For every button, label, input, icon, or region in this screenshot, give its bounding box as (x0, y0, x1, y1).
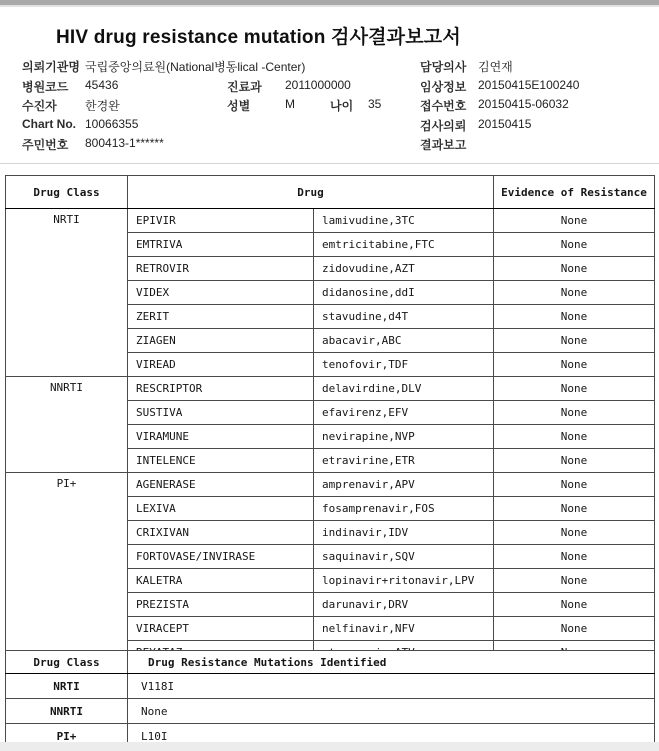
drug-generic-cell: darunavir,DRV (314, 593, 494, 617)
drug-generic-cell: amprenavir,APV (314, 473, 494, 497)
mutation-drug-class-cell: NRTI (6, 674, 128, 699)
drug-generic-cell: nelfinavir,NFV (314, 617, 494, 641)
drug-brand-cell: AGENERASE (128, 473, 314, 497)
drug-table-header-row (6, 176, 655, 209)
mutation-table-body (6, 674, 655, 749)
field-value-requesting-org: 국립중앙의료원(National병동lical -Center) (85, 60, 306, 74)
drug-generic-cell: fosamprenavir,FOS (314, 497, 494, 521)
field-value-chart-no: 10066355 (85, 117, 139, 131)
evidence-cell: None (494, 305, 655, 329)
section-divider (0, 163, 659, 164)
drug-generic-cell: emtricitabine,FTC (314, 233, 494, 257)
page-bottom-strip (0, 742, 659, 751)
drug-generic-cell: lopinavir+ritonavir,LPV (314, 569, 494, 593)
drug-class-cell: NRTI (6, 209, 128, 377)
field-label-resident-id: 주민번호 (22, 138, 69, 152)
evidence-cell: None (494, 257, 655, 281)
field-value-age: 35 (368, 97, 382, 111)
field-value-department: 2011000000 (285, 78, 351, 92)
evidence-header: Evidence of Resistance (494, 176, 655, 209)
field-value-hospital-code: 45436 (85, 78, 119, 92)
field-label-test-request-date: 검사의뢰 (420, 119, 467, 133)
mutation-drug-class-header: Drug Class (6, 651, 128, 674)
field-label-patient: 수진자 (22, 99, 57, 113)
field-value-resident-id: 800413-1****** (85, 136, 164, 150)
field-label-doctor: 담당의사 (420, 60, 467, 74)
drug-generic-cell: saquinavir,SQV (314, 545, 494, 569)
field-label-clinical-info: 임상정보 (420, 80, 467, 94)
report-title: HIV drug resistance mutation 검사결과보고서 (56, 27, 461, 48)
drug-generic-cell: didanosine,ddI (314, 281, 494, 305)
drug-brand-cell: EPIVIR (128, 209, 314, 233)
drug-generic-cell: etravirine,ETR (314, 449, 494, 473)
drug-generic-cell: indinavir,IDV (314, 521, 494, 545)
field-value-receipt-no: 20150415-06032 (478, 97, 569, 111)
field-label-chart-no: Chart No. (22, 117, 76, 131)
evidence-cell: None (494, 401, 655, 425)
drug-brand-cell: VIREAD (128, 353, 314, 377)
drug-class-cell: NNRTI (6, 377, 128, 473)
field-label-receipt-no: 접수번호 (420, 99, 467, 113)
drug-brand-cell: VIRAMUNE (128, 425, 314, 449)
drug-brand-cell: VIRACEPT (128, 617, 314, 641)
drug-brand-cell: LEXIVA (128, 497, 314, 521)
evidence-cell: None (494, 617, 655, 641)
drug-brand-cell: SUSTIVA (128, 401, 314, 425)
evidence-cell: None (494, 449, 655, 473)
field-value-doctor: 김연재 (478, 60, 513, 74)
drug-generic-cell: nevirapine,NVP (314, 425, 494, 449)
mutations-identified-header: Drug Resistance Mutations Identified (128, 651, 655, 674)
field-label-result-report-date: 결과보고 (420, 138, 467, 152)
evidence-cell: None (494, 497, 655, 521)
field-label-age: 나이 (330, 99, 354, 113)
drug-generic-cell: tenofovir,TDF (314, 353, 494, 377)
evidence-cell: None (494, 473, 655, 497)
mutation-drug-class-cell: NNRTI (6, 699, 128, 724)
mutation-row (6, 674, 655, 699)
drug-row (6, 473, 655, 497)
evidence-cell: None (494, 233, 655, 257)
evidence-cell: None (494, 425, 655, 449)
window-edge-bar (0, 0, 659, 7)
evidence-cell: None (494, 569, 655, 593)
drug-brand-cell: CRIXIVAN (128, 521, 314, 545)
field-label-hospital-code: 병원코드 (22, 80, 69, 94)
mutation-row (6, 699, 655, 724)
field-value-sex: M (285, 97, 295, 111)
drug-generic-cell: zidovudine,AZT (314, 257, 494, 281)
mutation-value-cell: L10I (128, 724, 655, 749)
drug-generic-cell: stavudine,d4T (314, 305, 494, 329)
field-label-department: 진료과 (227, 80, 262, 94)
evidence-cell: None (494, 545, 655, 569)
field-label-requesting-org: 의뢰기관명 (22, 60, 80, 74)
drug-brand-cell: INTELENCE (128, 449, 314, 473)
drug-brand-cell: VIDEX (128, 281, 314, 305)
drug-row (6, 377, 655, 401)
drug-resistance-table (5, 175, 655, 689)
drug-generic-cell: efavirenz,EFV (314, 401, 494, 425)
drug-brand-cell: RETROVIR (128, 257, 314, 281)
evidence-cell: None (494, 377, 655, 401)
drug-generic-cell: lamivudine,3TC (314, 209, 494, 233)
mutation-drug-class-cell: PI+ (6, 724, 128, 749)
drug-generic-cell: abacavir,ABC (314, 329, 494, 353)
drug-brand-cell: EMTRIVA (128, 233, 314, 257)
mutation-table (5, 650, 655, 749)
drug-table-body (6, 209, 655, 689)
drug-brand-cell: ZERIT (128, 305, 314, 329)
drug-brand-cell: KALETRA (128, 569, 314, 593)
field-label-sex: 성별 (227, 99, 251, 113)
evidence-cell: None (494, 281, 655, 305)
mutation-value-cell: None (128, 699, 655, 724)
evidence-cell: None (494, 521, 655, 545)
drug-brand-cell: FORTOVASE/INVIRASE (128, 545, 314, 569)
drug-generic-cell: delavirdine,DLV (314, 377, 494, 401)
drug-row (6, 209, 655, 233)
drug-brand-cell: ZIAGEN (128, 329, 314, 353)
drug-class-cell: PI+ (6, 473, 128, 689)
field-value-patient: 한경완 (85, 99, 120, 113)
field-value-test-request-date: 20150415 (478, 117, 532, 131)
drug-class-header: Drug Class (6, 176, 128, 209)
mutation-value-cell: V118I (128, 674, 655, 699)
evidence-cell: None (494, 353, 655, 377)
field-value-clinical-info: 20150415E100240 (478, 78, 580, 92)
drug-header: Drug (128, 176, 494, 209)
drug-brand-cell: PREZISTA (128, 593, 314, 617)
evidence-cell: None (494, 329, 655, 353)
evidence-cell: None (494, 209, 655, 233)
mutation-table-header-row (6, 651, 655, 674)
drug-brand-cell: RESCRIPTOR (128, 377, 314, 401)
evidence-cell: None (494, 593, 655, 617)
